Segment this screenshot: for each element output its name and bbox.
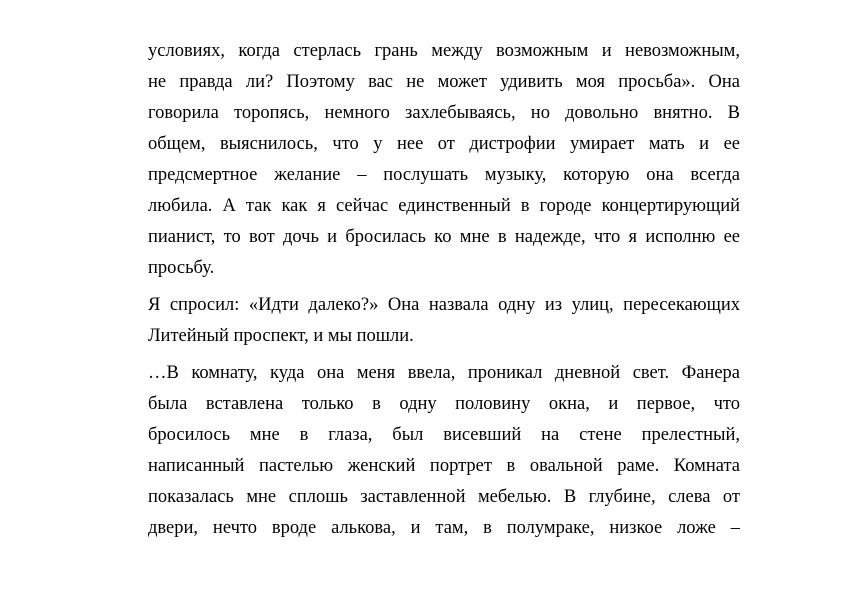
- text-line: условиях, когда стерлась грань между возможным и невозможным,: [148, 41, 740, 61]
- text-line: показалась мне сплошь заставленной мебелью. В глубине, слева от: [148, 487, 740, 507]
- text-line: …В комнату, куда она меня ввела, проникал дневной свет. Фанера: [148, 363, 740, 383]
- text-line: просьбу.: [148, 258, 215, 278]
- text-line: Литейный проспект, и мы пошли.: [148, 326, 414, 346]
- paragraph-3: [148, 358, 740, 544]
- text-line: общем, выяснилось, что у нее от дистрофии умирает мать и ее: [148, 134, 740, 154]
- text-line: говорила торопясь, немного захлебываясь, но довольно внятно. В: [148, 103, 740, 123]
- text-line: предсмертное желание – послушать музыку, которую она всегда: [148, 165, 740, 185]
- paragraph-1: [148, 36, 740, 284]
- text-line: была вставлена только в одну половину окна, и первое, что: [148, 394, 740, 414]
- text-line: бросилось мне в глаза, был висевший на стене прелестный,: [148, 425, 740, 445]
- text-line: двери, нечто вроде алькова, и там, в полумраке, низкое ложе –: [148, 518, 740, 538]
- text-line: пианист, то вот дочь и бросилась ко мне в надежде, что я исполню ее: [148, 227, 740, 247]
- text-line: любила. А так как я сейчас единственный в городе концертирующий: [148, 196, 740, 216]
- text-line: написанный пастелью женский портрет в овальной раме. Комната: [148, 456, 740, 476]
- text-line: не правда ли? Поэтому вас не может удивить моя просьба». Она: [148, 72, 740, 92]
- paragraph-2: [148, 290, 740, 352]
- document-text: [148, 36, 740, 544]
- text-line: Я спросил: «Идти далеко?» Она назвала одну из улиц, пересекающих: [148, 295, 740, 315]
